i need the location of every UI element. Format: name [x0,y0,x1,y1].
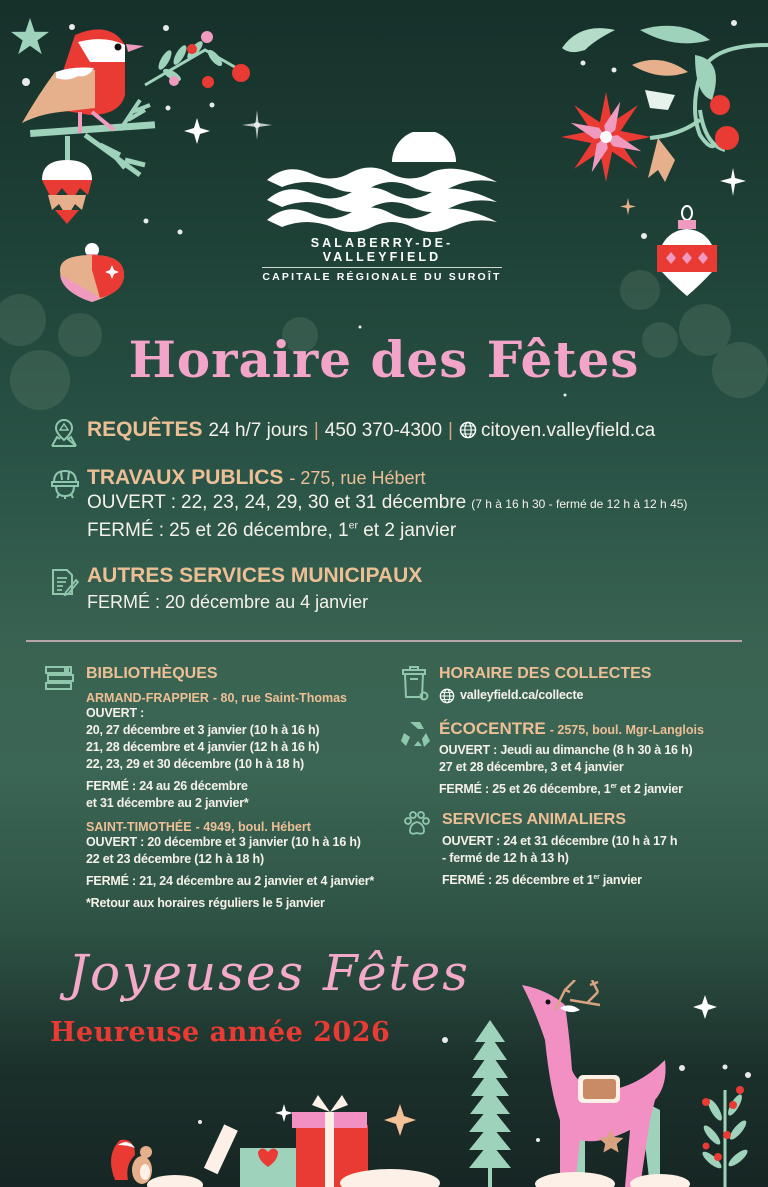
armand-open-line: 22, 23, 29 et 30 décembre (10 h à 18 h) [86,757,305,771]
ecocentre-closed: FERMÉ : 25 et 26 décembre, 1er et 2 janvier [439,782,683,796]
autres-closed: FERMÉ : 20 décembre au 4 janvier [87,592,369,612]
logo-tagline: CAPITALE RÉGIONALE DU SUROÎT [262,271,502,283]
autres-heading: AUTRES SERVICES MUNICIPAUX [87,564,423,587]
animaliers-open-line: OUVERT : 24 et 31 décembre (10 h à 17 h [442,834,678,848]
hard-hat-gear-icon [50,468,80,500]
poinsettia-illustration [540,0,768,310]
timothee-closed: FERMÉ : 21, 24 décembre au 2 janvier et 4 janvier* [86,874,375,888]
pine-tree-icon [469,1020,511,1187]
deer-illustration [522,980,666,1187]
animaliers-closed: FERMÉ : 25 décembre et 1er janvier [442,873,642,887]
armand-open-label: OUVERT : [86,706,145,720]
mistletoe-illustration [700,1086,750,1187]
travaux-open-days: 22, 23, 24, 29, 30 et 31 décembre [181,492,467,513]
section-collectes [400,665,745,704]
globe-icon [439,688,455,704]
armand-closed-line: et 31 décembre au 2 janvier* [86,796,249,810]
bottom-illustrations [0,980,768,1187]
bibliotheques-heading: BIBLIOTHÈQUES [86,665,218,682]
waves-sun-icon [262,132,502,232]
travaux-open-label: OUVERT : [87,492,177,513]
logo-divider [262,267,502,268]
travaux-address: - 275, rue Hébert [289,468,426,488]
separator: | [313,420,319,441]
armand-name: ARMAND-FRAPPIER [86,691,209,705]
armand-address: - 80, rue Saint-Thomas [212,691,347,705]
section-requetes [50,418,655,442]
logo-city-name: SALABERRY-DE-VALLEYFIELD [310,236,454,264]
animaliers-heading: SERVICES ANIMALIERS [442,811,627,828]
armand-open-line: 21, 28 décembre et 4 janvier (12 h à 16 h) [86,740,320,754]
requetes-heading: REQUÊTES [87,418,203,441]
books-icon [44,665,74,691]
section-ecocentre [400,719,745,798]
ecocentre-heading: ÉCOCENTRE [439,719,546,738]
travaux-heading: TRAVAUX PUBLICS [87,466,284,489]
ecocentre-address: - 2575, boul. Mgr-Langlois [549,723,704,737]
map-pin-icon [50,418,78,448]
travaux-closed-label: FERMÉ : [87,520,165,541]
bird-branch-illustration [0,0,260,310]
section-divider [26,640,742,642]
travaux-closed-days: 25 et 26 décembre, 1er et 2 janvier [169,520,457,541]
trash-bin-icon [400,665,430,701]
recycle-icon [400,719,430,749]
separator: | [448,420,453,441]
page-title: Horaire des Fêtes [128,330,640,389]
section-bibliotheques [44,665,389,912]
timothee-open-line: 22 et 23 décembre (12 h à 18 h) [86,852,264,866]
ecocentre-open-line: OUVERT : Jeudi au dimanche (8 h 30 à 16 h) [439,743,693,757]
globe-icon [459,421,477,439]
requetes-hours: 24 h/7 jours [208,420,308,441]
timothee-address: - 4949, boul. Hébert [195,820,311,834]
requetes-phone[interactable]: 450 370-4300 [324,420,443,441]
collectes-heading: HORAIRE DES COLLECTES [439,665,652,682]
collectes-website-link[interactable]: valleyfield.ca/collecte [460,688,584,702]
greeting-script: Joyeuses Fêtes [68,944,470,1002]
ecocentre-open-line: 27 et 28 décembre, 3 et 4 janvier [439,760,624,774]
requetes-website-link[interactable]: citoyen.valleyfield.ca [480,420,656,441]
armand-open-line: 20, 27 décembre et 3 janvier (10 h à 16 h) [86,723,320,737]
animaliers-open-line: - fermé de 12 h à 13 h) [442,851,569,865]
section-autres-services [50,564,422,613]
timothee-open-line: OUVERT : 20 décembre et 3 janvier (10 h à 16 h) [86,835,361,849]
regular-hours-note: *Retour aux horaires réguliers le 5 janvier [86,896,325,910]
document-pen-icon [50,567,80,597]
section-travaux-publics [50,466,687,542]
greeting-new-year: Heureuse année 2026 [50,1017,391,1048]
section-animaliers [400,811,745,889]
right-column [400,665,745,889]
squirrel-illustration [111,1140,152,1184]
city-logo [262,132,502,283]
paw-icon [403,811,431,837]
armand-closed-line: FERMÉ : 24 au 26 décembre [86,779,248,793]
timothee-name: SAINT-TIMOTHÉE [86,820,192,834]
gift-boxes-illustration [204,1095,368,1187]
travaux-open-hours: (7 h à 16 h 30 - fermé de 12 h à 12 h 45) [471,497,688,511]
